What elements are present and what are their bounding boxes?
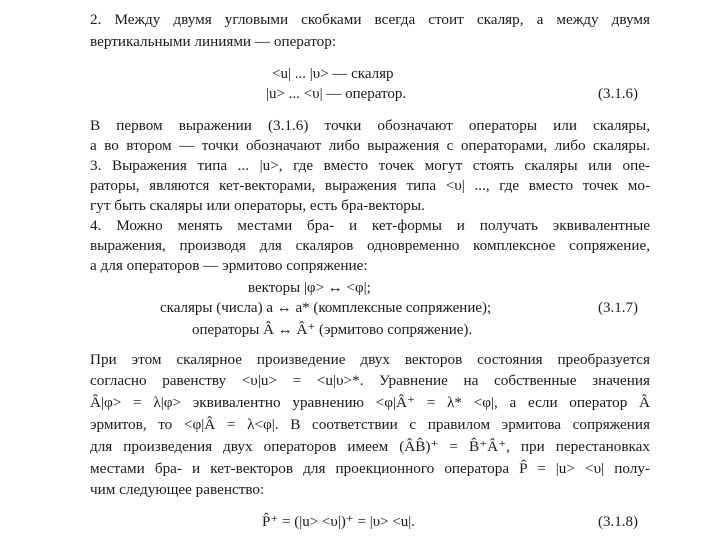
- paragraph-3-line-3: гут быть скаляры или операторы, есть бра-векторы.: [90, 197, 425, 214]
- eq-3-1-7-line-1: векторы |φ> ↔ <φ|;: [248, 280, 371, 296]
- eq-3-1-7-number: (3.1.7): [598, 300, 638, 316]
- paragraph-first-line-2: а во втором — точки обозначают либо выражения с операторами, либо скаляры.: [90, 137, 650, 154]
- eq-3-1-8-line-1: P̂⁺ = (|u> <υ|)⁺ = |υ> <u|.: [262, 514, 416, 530]
- paragraph-5-line-6: местами бра- и кет-векторов для проекционного оператора P̂ = |u> <υ| полу-: [90, 460, 650, 477]
- paragraph-5-line-7: чим следующее равенство:: [90, 481, 265, 498]
- paragraph-2-line-1: 2. Между двумя угловыми скобками всегда стоит скаляр, а между двумя: [90, 11, 650, 28]
- eq-3-1-7-line-2: скаляры (числа) a ↔ a* (комплексные сопряжение);: [160, 300, 492, 316]
- paragraph-5-line-1: При этом скалярное произведение двух векторов состояния преобразуется: [90, 351, 650, 368]
- paragraph-4-line-3: а для операторов — эрмитово сопряжение:: [90, 257, 368, 274]
- paragraph-3-line-2: раторы, являются кет-векторами, выражения типа <υ| ..., где вместо точек мо-: [90, 177, 650, 194]
- eq-3-1-7-line-3: операторы Â ↔ Â⁺ (эрмитово сопряжение).: [192, 322, 473, 338]
- eq-3-1-6-number: (3.1.6): [598, 86, 638, 102]
- paragraph-2-line-2: вертикальными линиями — оператор:: [90, 33, 337, 50]
- paragraph-5-line-3: Â|φ> = λ|φ> эквивалентно уравнению <φ|Â⁺ = λ* <φ|, а если оператор Â: [90, 394, 650, 411]
- paragraph-4-line-1: 4. Можно менять местами бра- и кет-формы и получать эквивалентные: [90, 217, 650, 234]
- paragraph-5-line-2: согласно равенству <υ|u> = <u|υ>*. Уравнение на собственные значения: [90, 372, 650, 389]
- paragraph-5-line-4: эрмитов, то <φ|Â = λ<φ|. В соответствии с правилом эрмитова сопряжения: [90, 416, 650, 433]
- paragraph-4-line-2: выражения, производя для скаляров одновременно комплексное сопряжение,: [90, 237, 650, 254]
- paragraph-3-line-1: 3. Выражения типа ... |u>, где вместо точек могут стоять скаляры или опе-: [90, 157, 650, 174]
- eq-3-1-8-number: (3.1.8): [598, 514, 638, 530]
- eq-3-1-6-line-1: <u| ... |υ> — скаляр: [272, 66, 394, 82]
- paragraph-first-line-1: В первом выражении (3.1.6) точки обозначают операторы или скаляры,: [90, 117, 650, 134]
- eq-3-1-6-line-2: |u> ... <υ| — оператор.: [266, 86, 407, 102]
- paragraph-5-line-5: для произведения двух операторов имеем (ÂB̂)⁺ = B̂⁺Â⁺, при перестановках: [90, 438, 650, 455]
